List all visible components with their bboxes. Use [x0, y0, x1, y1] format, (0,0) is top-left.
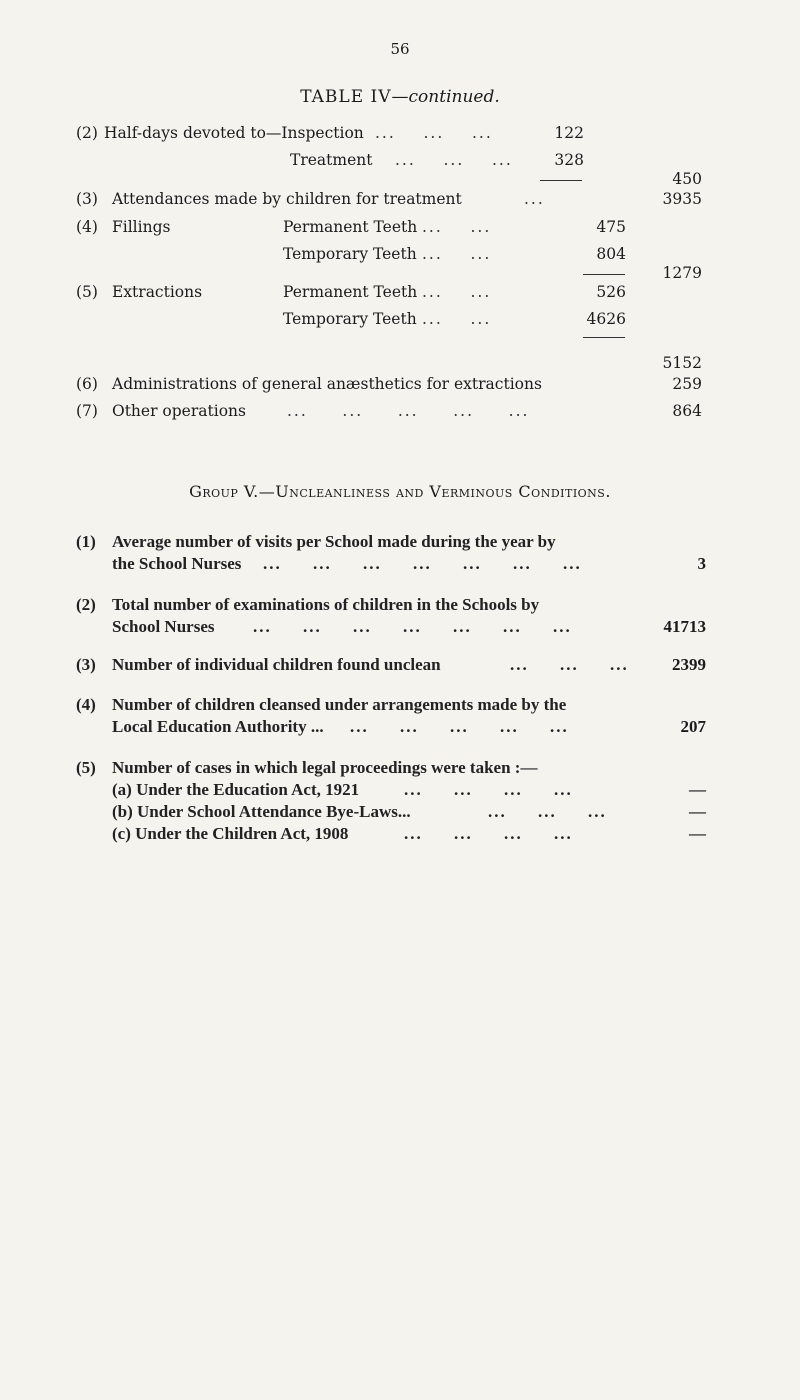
legal-item-value: — [689, 780, 706, 799]
g5-item-number: (3) [76, 655, 96, 674]
half-days-label: Half-days devoted to—Inspection [104, 124, 364, 142]
treatment-label: Treatment [290, 151, 373, 169]
g5-item-line1: Average number of visits per School made during the year by [112, 532, 556, 551]
leader-dots: ... ... ... ... ... ... ... [263, 554, 582, 573]
extractions-label: Extractions [112, 283, 203, 301]
g5-item-line1: Number of children cleansed under arrangements made by the [112, 695, 567, 714]
legal-item-label: (c) Under the Children Act, 1908 [112, 824, 349, 843]
subtotal-rule [583, 337, 625, 338]
treatment-value: 328 [554, 151, 584, 169]
leader-dots: ... ... ... ... [404, 824, 573, 843]
leader-dots: ... ... [422, 245, 492, 263]
leader-dots: ... ... ... [510, 655, 629, 674]
subtotal-rule [540, 180, 582, 181]
other-total: 864 [672, 402, 702, 420]
anaesthetics-number: (6) [76, 375, 98, 393]
leader-dots: ... [524, 190, 545, 208]
other-number: (7) [76, 402, 98, 420]
legal-item-label: (b) Under School Attendance Bye-Laws... [112, 802, 411, 821]
g5-item-line1: Number of individual children found unclean [112, 655, 441, 674]
leader-dots: ... ... ... ... ... [350, 717, 569, 736]
attendances-total: 3935 [662, 190, 702, 208]
g5-item-value: 3 [697, 554, 706, 573]
fillings-temp-label: Temporary Teeth [283, 245, 417, 263]
leader-dots: ... ... ... [488, 802, 607, 821]
fillings-temp-value: 804 [596, 245, 626, 263]
table-title-main: TABLE IV [300, 87, 392, 107]
half-days-total: 450 [672, 170, 702, 188]
g5-item-line2: Local Education Authority ... [112, 717, 324, 736]
g5-item-line2: the School Nurses [112, 554, 242, 573]
leader-dots: ... ... ... ... ... [287, 402, 530, 420]
fillings-perm-value: 475 [596, 218, 626, 236]
other-label: Other operations [112, 402, 246, 420]
extractions-temp-value: 4626 [586, 310, 626, 328]
fillings-number: (4) [76, 218, 98, 236]
half-days-number: (2) [76, 124, 98, 142]
extractions-total: 5152 [662, 354, 702, 372]
group-heading [0, 482, 800, 501]
anaesthetics-label: Administrations of general anæsthetics for extractions [112, 375, 542, 393]
anaesthetics-total: 259 [672, 375, 702, 393]
legal-item-label: (a) Under the Education Act, 1921 [112, 780, 360, 799]
leader-dots: ... ... ... [395, 151, 513, 169]
leader-dots: ... ... [422, 310, 492, 328]
subtotal-rule [583, 274, 625, 275]
extractions-perm-value: 526 [596, 283, 626, 301]
leader-dots: ... ... ... ... [404, 780, 573, 799]
legal-item-value: — [689, 824, 706, 843]
table-title-suffix: —continued. [391, 87, 500, 107]
extractions-number: (5) [76, 283, 98, 301]
leader-dots: ... ... [422, 283, 492, 301]
fillings-perm-label: Permanent Teeth [283, 218, 418, 236]
leader-dots: ... ... ... [375, 124, 493, 142]
legal-item-value: — [689, 802, 706, 821]
extractions-temp-label: Temporary Teeth [283, 310, 417, 328]
leader-dots: ... ... [422, 218, 492, 236]
leader-dots: ... ... ... ... ... ... ... [253, 617, 572, 636]
extractions-perm-label: Permanent Teeth [283, 283, 418, 301]
g5-item-number: (2) [76, 595, 96, 614]
g5-item-line1: Number of cases in which legal proceedings were taken :— [112, 758, 538, 777]
group-heading-main: Uncleanliness and Verminous Conditions. [275, 482, 611, 501]
inspection-value: 122 [554, 124, 584, 142]
attendances-number: (3) [76, 190, 98, 208]
fillings-total: 1279 [662, 264, 702, 282]
g5-item-line2: School Nurses [112, 617, 215, 636]
table-title [0, 87, 800, 107]
g5-item-value: 41713 [663, 617, 706, 636]
group-heading-prefix: Group V.— [189, 482, 276, 501]
g5-item-value: 2399 [672, 655, 706, 674]
page-number: 56 [390, 40, 410, 58]
g5-item-number: (1) [76, 532, 96, 551]
g5-item-value: 207 [680, 717, 706, 736]
attendances-label: Attendances made by children for treatment [112, 190, 462, 208]
g5-item-number: (5) [76, 758, 96, 777]
fillings-label: Fillings [112, 218, 171, 236]
g5-item-number: (4) [76, 695, 96, 714]
g5-item-line1: Total number of examinations of children in the Schools by [112, 595, 540, 614]
